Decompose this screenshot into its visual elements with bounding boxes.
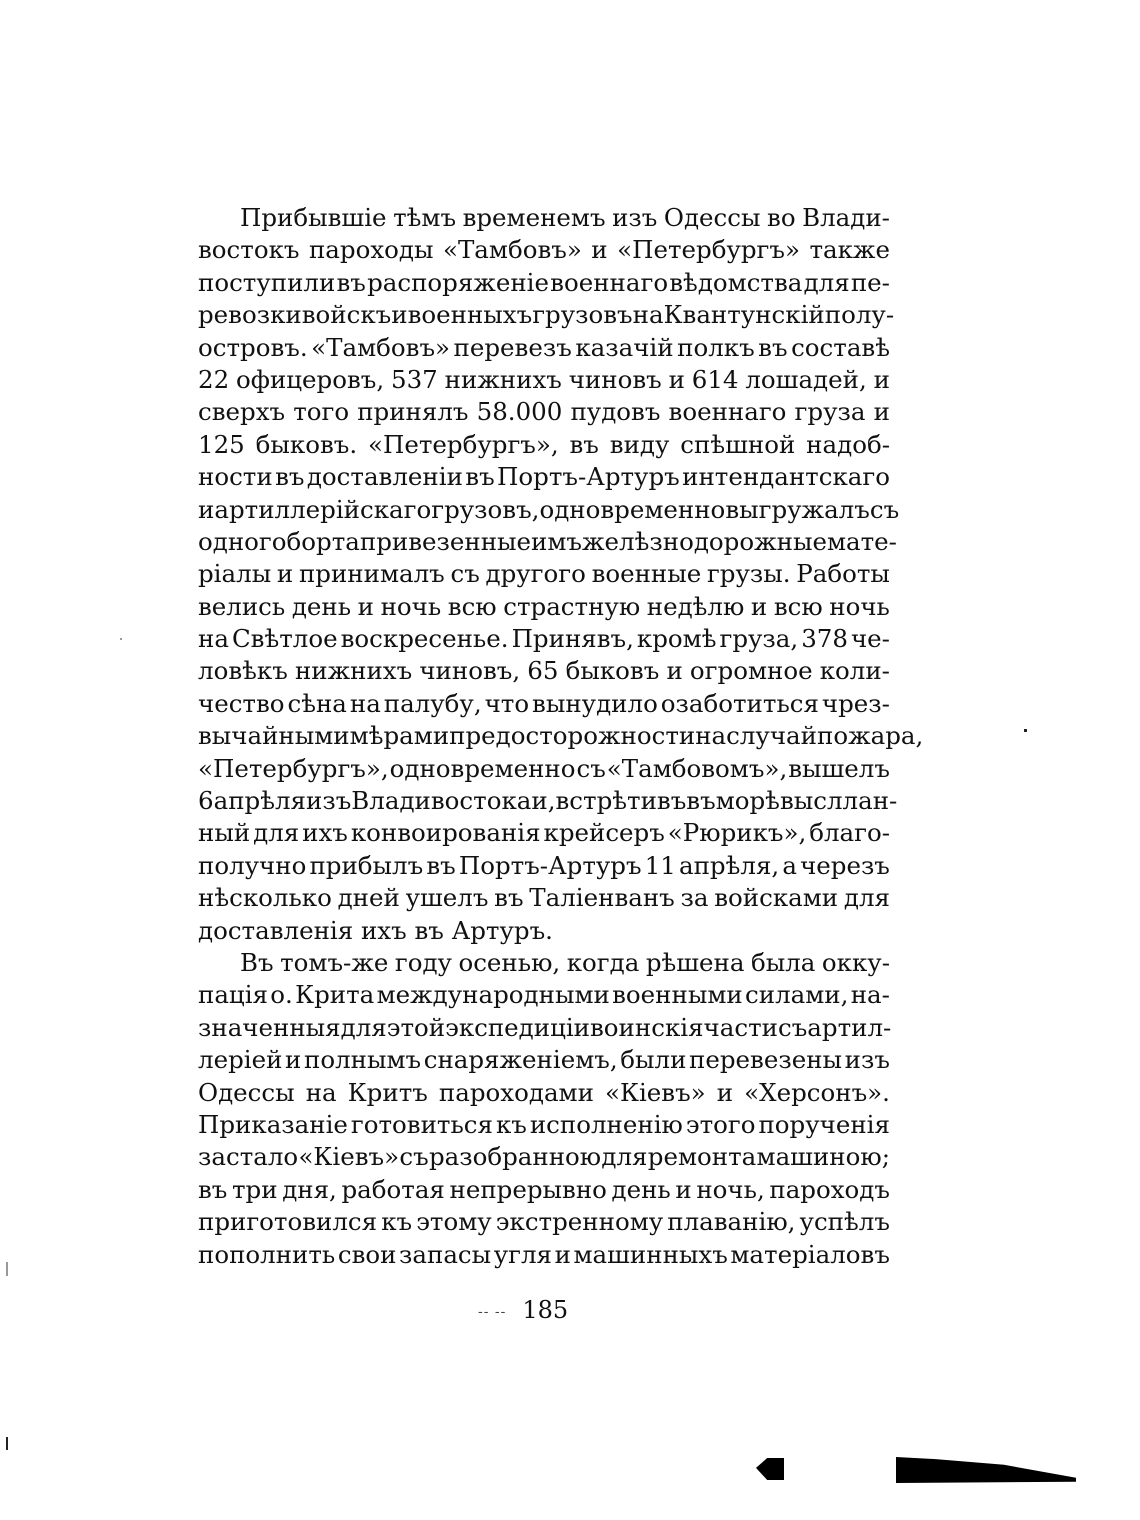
word: «Тамбовомъ», — [606, 753, 788, 783]
word: году — [394, 947, 452, 977]
text-line — [198, 850, 890, 882]
word: огромное — [689, 656, 813, 686]
word: въ — [494, 883, 524, 913]
word: грузовъ — [532, 300, 633, 330]
text-line — [198, 461, 890, 493]
word: «Петербургъ» — [617, 235, 800, 265]
word: спѣшной — [680, 429, 796, 459]
word: Квантунскій — [663, 300, 825, 330]
word: во — [767, 203, 796, 232]
word: пополнить — [198, 1239, 336, 1269]
word: распоряженіе — [367, 267, 549, 297]
word: и — [591, 235, 608, 265]
text-line — [198, 1109, 890, 1141]
word: нѣсколько — [198, 883, 332, 913]
word: машиною; — [756, 1142, 890, 1172]
word: груза, — [719, 624, 799, 654]
word: «Кіевъ» — [298, 1142, 400, 1172]
word: получно — [198, 850, 307, 880]
word: пудовъ — [570, 397, 661, 427]
word: съ — [869, 494, 900, 524]
word: международными — [376, 980, 610, 1010]
scan-speck — [120, 638, 122, 640]
scan-speck — [1024, 729, 1027, 732]
word: воинскія — [590, 1012, 704, 1042]
word: въ — [569, 429, 599, 459]
word: Портъ-Артуръ — [458, 850, 642, 880]
word: угля — [493, 1239, 552, 1269]
word: ночь, — [696, 1174, 765, 1204]
word: пароходъ — [769, 1174, 890, 1204]
word: воскресенье. — [340, 624, 509, 654]
word: къ — [381, 1207, 413, 1237]
word: и — [716, 1077, 734, 1107]
word: поступили — [198, 267, 336, 297]
word: вычайными — [198, 721, 350, 751]
word: Одессы — [663, 203, 761, 232]
word: и — [750, 591, 768, 621]
word: артил- — [807, 1012, 892, 1042]
word: дня, — [282, 1174, 337, 1204]
word: борта — [286, 526, 360, 556]
word: снаряженіемъ, — [423, 1045, 618, 1075]
word: лошадей, — [745, 364, 867, 394]
text-line — [198, 979, 890, 1011]
word: рѣшена — [645, 947, 745, 977]
word: леріей — [198, 1045, 283, 1075]
word: экспедиціи — [445, 1012, 591, 1042]
word: и — [873, 364, 890, 394]
word: пе- — [850, 267, 890, 297]
text-line — [198, 234, 890, 266]
word: когда — [566, 947, 640, 977]
word: войсками — [714, 883, 839, 913]
scan-speck — [6, 1262, 8, 1276]
word: осенью, — [458, 947, 561, 977]
word: виду — [609, 429, 670, 459]
word: военныхъ — [407, 300, 533, 330]
text-line — [198, 332, 890, 364]
word: мате- — [826, 526, 897, 556]
word: ночь — [829, 591, 890, 621]
word: и — [873, 397, 890, 427]
word: ловѣкъ — [198, 656, 288, 686]
word: для — [843, 883, 890, 913]
word: и — [276, 559, 294, 589]
word: пація — [198, 980, 268, 1010]
text-line — [198, 494, 900, 526]
word: за — [680, 883, 709, 913]
word: вышелъ — [788, 753, 890, 783]
word: того — [293, 397, 350, 427]
word: военными — [612, 980, 743, 1010]
word: и — [198, 494, 215, 524]
word: военнаго — [550, 267, 669, 297]
text-line — [198, 299, 895, 331]
word: Приказаніе — [198, 1109, 348, 1139]
word: «Тамбовъ» — [442, 235, 582, 265]
word: непрерывно — [449, 1174, 607, 1204]
word: въ — [686, 786, 716, 816]
word: высллан- — [779, 786, 898, 816]
word: Влади- — [802, 203, 890, 232]
text-line — [198, 882, 890, 914]
text-line — [198, 267, 890, 299]
word: съ — [450, 559, 480, 589]
word: 58.000 — [476, 397, 563, 427]
text-line — [198, 526, 897, 558]
word: Таліенванъ — [529, 883, 675, 913]
word: всю — [773, 591, 823, 621]
word: были — [620, 1045, 687, 1075]
paragraph-2 — [198, 947, 890, 1271]
word: изъ — [844, 1045, 890, 1075]
word: «Петербургъ», — [368, 429, 559, 459]
word: чество — [198, 688, 285, 718]
word: свои — [337, 1239, 397, 1269]
word: ихъ — [302, 818, 348, 848]
word: что — [484, 688, 530, 718]
word: день — [291, 591, 352, 621]
word: сверхъ — [198, 397, 286, 427]
word: Работы — [796, 559, 890, 589]
word: въ — [336, 267, 366, 297]
word: ревозки — [198, 300, 302, 330]
word: была — [750, 947, 816, 977]
word: 537 — [391, 364, 438, 394]
word: одного — [198, 526, 287, 556]
word: этого — [685, 1109, 756, 1139]
word: мѣрами — [349, 721, 450, 751]
text-line — [198, 1141, 890, 1173]
word: 125 — [198, 429, 245, 459]
word: военнаго — [668, 397, 787, 427]
word: Портъ-Артуръ — [497, 462, 680, 492]
word: приготовился — [198, 1207, 378, 1237]
word: желѣзнодорожные — [582, 526, 827, 556]
word: Крита — [295, 980, 375, 1010]
word: машинныхъ — [573, 1239, 728, 1269]
word: морѣ — [715, 786, 780, 816]
word: грузовъ, — [431, 494, 540, 524]
text-line — [198, 396, 890, 428]
word: имъ — [531, 526, 583, 556]
text-line — [198, 364, 890, 396]
word: быковъ. — [255, 429, 358, 459]
word: офицеровъ, — [236, 364, 385, 394]
word: и — [391, 300, 408, 330]
word: въ — [275, 462, 305, 492]
word: полнымъ — [303, 1045, 422, 1075]
word: 6 — [198, 786, 214, 816]
text-line — [198, 817, 890, 849]
word: и — [554, 1239, 571, 1269]
word: чиновъ — [568, 364, 662, 394]
word: прибылъ — [309, 850, 424, 880]
word: на — [198, 624, 229, 654]
word: томъ-же — [280, 947, 389, 977]
word: перевезъ — [453, 332, 572, 362]
word: работая — [341, 1174, 445, 1204]
word: встрѣтивъ — [555, 786, 687, 816]
word: крейсеръ — [543, 818, 665, 848]
word: палубу, — [383, 688, 482, 718]
word: этому — [416, 1207, 492, 1237]
word: благо- — [809, 818, 890, 848]
word: случай — [726, 721, 817, 751]
word: составѣ — [791, 332, 890, 362]
paragraph-1 — [198, 202, 924, 947]
word: пароходами — [438, 1077, 594, 1107]
word: временемъ — [462, 203, 606, 232]
word: окку- — [821, 947, 890, 977]
word: вѣдомства — [669, 267, 803, 297]
page-number — [478, 1296, 568, 1324]
word: «Рюрикъ», — [667, 818, 807, 848]
word: на — [632, 300, 664, 330]
word: въ — [198, 1174, 228, 1204]
word: другого — [485, 559, 586, 589]
word: кромѣ — [636, 624, 717, 654]
word: также — [809, 235, 890, 265]
word: Въ — [240, 947, 274, 977]
word: чрез- — [821, 688, 890, 718]
page-number-dashes: -- -- — [478, 1303, 507, 1320]
word: ремонта — [647, 1142, 757, 1172]
word: въ — [426, 850, 456, 880]
word: конвоированія — [350, 818, 541, 848]
word: всю — [447, 591, 497, 621]
word: на- — [850, 980, 890, 1010]
word: и — [675, 1174, 692, 1204]
text-line — [198, 753, 890, 785]
word: одновременно — [539, 494, 726, 524]
word: ный — [198, 818, 251, 848]
word: надоб- — [806, 429, 890, 459]
scan-edge-mark — [756, 1458, 784, 1480]
word: черезъ — [800, 850, 890, 880]
word: сѣна — [287, 688, 347, 718]
word: вынудило — [532, 688, 658, 718]
word: «Петербургъ», — [198, 753, 389, 783]
word: ночь — [380, 591, 442, 621]
word: выгружалъ — [725, 494, 870, 524]
word: перевезены — [689, 1045, 843, 1075]
text-line — [198, 429, 890, 461]
word: этой — [386, 1012, 446, 1042]
word: значенныя — [198, 1012, 341, 1042]
word: нижнихъ — [294, 656, 413, 686]
word: груза — [794, 397, 866, 427]
word: привезенные — [359, 526, 532, 556]
word: и, — [531, 786, 556, 816]
word: озаботиться — [660, 688, 819, 718]
word: Одессы — [198, 1077, 295, 1107]
word: застало — [198, 1142, 299, 1172]
text-line — [198, 1077, 890, 1109]
word: 65 — [527, 656, 559, 686]
text-line — [198, 688, 890, 720]
word: запасы — [399, 1239, 492, 1269]
word: ріалы — [198, 559, 272, 589]
word: съ — [777, 1012, 808, 1042]
word: тѣмъ — [393, 203, 457, 232]
text-line: доставленія ихъ въ Артуръ. — [198, 915, 553, 945]
word: апрѣля — [213, 786, 307, 816]
word: войскъ — [301, 300, 392, 330]
word: а — [782, 850, 797, 880]
word: изъ — [612, 203, 658, 232]
word: апрѣля, — [679, 850, 780, 880]
word: пароходы — [308, 235, 434, 265]
word: на — [305, 1077, 337, 1107]
word: для — [601, 1142, 648, 1172]
word: артиллерійскаго — [214, 494, 432, 524]
text-line — [198, 1239, 890, 1271]
word: и — [285, 1045, 302, 1075]
word: день — [611, 1174, 671, 1204]
word: Свѣтлое — [231, 624, 338, 654]
text-line — [198, 655, 890, 687]
word: 22 — [198, 364, 230, 394]
word: экстренному — [495, 1207, 664, 1237]
word: пожара, — [816, 721, 924, 751]
word: порученія — [758, 1109, 890, 1139]
text-line — [198, 623, 890, 655]
word: и — [666, 656, 683, 686]
word: коли- — [819, 656, 890, 686]
word: принялъ — [357, 397, 469, 427]
body-text — [198, 202, 924, 1271]
word: части — [703, 1012, 778, 1042]
text-line — [198, 1206, 890, 1238]
word: три — [232, 1174, 278, 1204]
word: страстную — [503, 591, 641, 621]
word: силами, — [745, 980, 849, 1010]
word: «Херсонъ». — [744, 1077, 890, 1107]
word: востокъ — [198, 235, 300, 265]
word: 11 — [644, 850, 676, 880]
word: ности — [198, 462, 273, 492]
word: Критъ — [347, 1077, 428, 1107]
word: нижнихъ — [444, 364, 562, 394]
word: съ — [399, 1142, 429, 1172]
word: и — [668, 364, 685, 394]
text-line — [198, 1174, 890, 1206]
word: Прибывшіе — [240, 203, 387, 232]
word: для — [803, 267, 850, 297]
word: къ — [495, 1109, 527, 1139]
word: Принявъ, — [511, 624, 634, 654]
word: полу- — [824, 300, 895, 330]
word: матеріаловъ — [730, 1239, 890, 1269]
word: полкъ — [677, 332, 755, 362]
word: интендантскаго — [682, 462, 890, 492]
word: 378 — [801, 624, 848, 654]
word: въ — [465, 462, 495, 492]
word: дней — [337, 883, 400, 913]
word: 614 — [691, 364, 739, 394]
word: «Кіевъ» — [605, 1077, 706, 1107]
word: одновременно — [389, 753, 576, 783]
word: Владивостока — [351, 786, 532, 816]
word: принималъ — [298, 559, 445, 589]
text-line — [198, 558, 890, 590]
word: для — [253, 818, 300, 848]
text-line — [198, 202, 890, 234]
text-line — [198, 720, 924, 752]
word: изъ — [306, 786, 352, 816]
word: успѣлъ — [799, 1207, 890, 1237]
scan-edge-mark — [896, 1457, 1076, 1483]
word: на — [695, 721, 727, 751]
word: че- — [850, 624, 890, 654]
word: разобранною — [428, 1142, 602, 1172]
word: на — [349, 688, 381, 718]
word: недѣлю — [646, 591, 745, 621]
word: предосторожности — [449, 721, 696, 751]
word: для — [340, 1012, 387, 1042]
word: быковъ — [565, 656, 660, 686]
text-line — [198, 785, 898, 817]
text-line — [198, 1044, 890, 1076]
word: грузы. — [706, 559, 791, 589]
word: военные — [591, 559, 702, 589]
word: ушелъ — [405, 883, 489, 913]
word: исполненію — [529, 1109, 683, 1139]
text-line — [198, 947, 890, 979]
text-line — [198, 591, 890, 623]
scan-speck — [6, 1437, 8, 1450]
word: доставленіи — [306, 462, 463, 492]
word: островъ. — [198, 332, 308, 362]
word: готовиться — [350, 1109, 493, 1139]
word: чиновъ, — [419, 656, 521, 686]
word: плаванію, — [667, 1207, 796, 1237]
text-line — [198, 1012, 890, 1044]
word: о. — [270, 980, 293, 1010]
page-number-value: 185 — [522, 1296, 569, 1324]
word: съ — [576, 753, 606, 783]
word: казачій — [575, 332, 674, 362]
word: «Тамбовъ» — [311, 332, 451, 362]
word: и — [357, 591, 375, 621]
word: велись — [198, 591, 286, 621]
word: въ — [758, 332, 788, 362]
